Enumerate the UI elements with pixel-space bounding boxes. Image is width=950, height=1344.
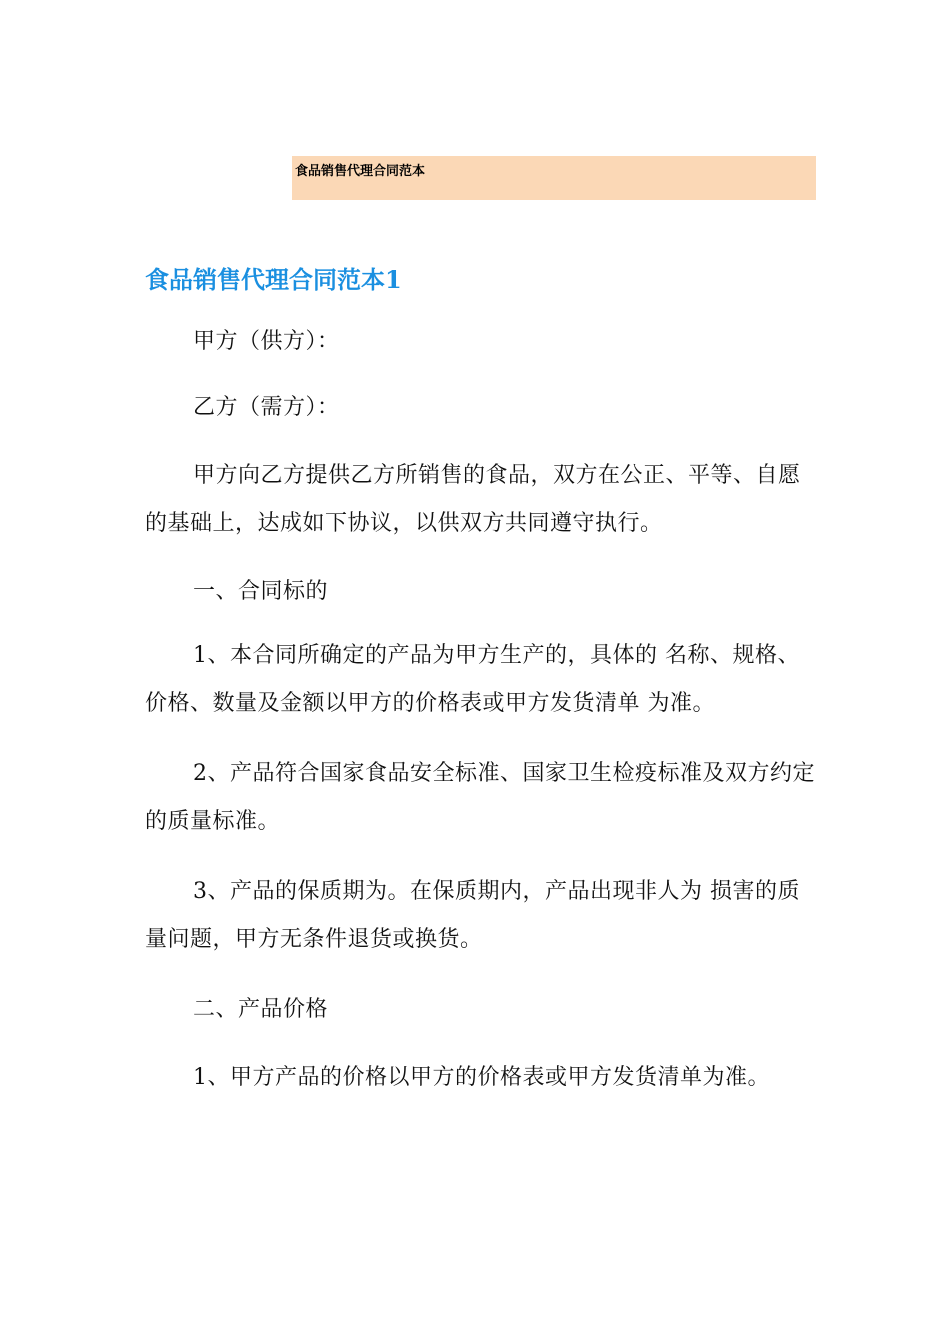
clause-2-1: 1、甲方产品的价格以甲方的价格表或甲方发货清单为准。 [193,1065,770,1090]
clause-1-3: 3、产品的保质期为。在保质期内，产品出现非人为 损害的质量问题，甲方无条件退货或换货。 [145,879,800,952]
clause-1-1: 1、本合同所确定的产品为甲方生产的，具体的 名称、规格、价格、数量及金额以甲方的价格表或甲方发货清单 为准。 [145,643,800,716]
document-title: 食品销售代理合同范本1 [145,265,402,294]
clause-1-2: 2、产品符合国家食品安全标准、国家卫生检疫标准及双方约定的质量标准。 [145,761,815,834]
party-a-line: 甲方（供方）： [193,329,340,354]
party-b-line: 乙方（需方）： [193,395,340,420]
preamble-paragraph: 甲方向乙方提供乙方所销售的食品，双方在公正、平等、自愿的基础上，达成如下协议，以供双方共同遵守执行。 [145,463,801,536]
section-heading-1: 一、合同标的 [193,579,329,604]
header-band [292,156,816,200]
section-heading-2: 二、产品价格 [193,997,329,1022]
header-title: 食品销售代理合同范本 [295,164,426,179]
